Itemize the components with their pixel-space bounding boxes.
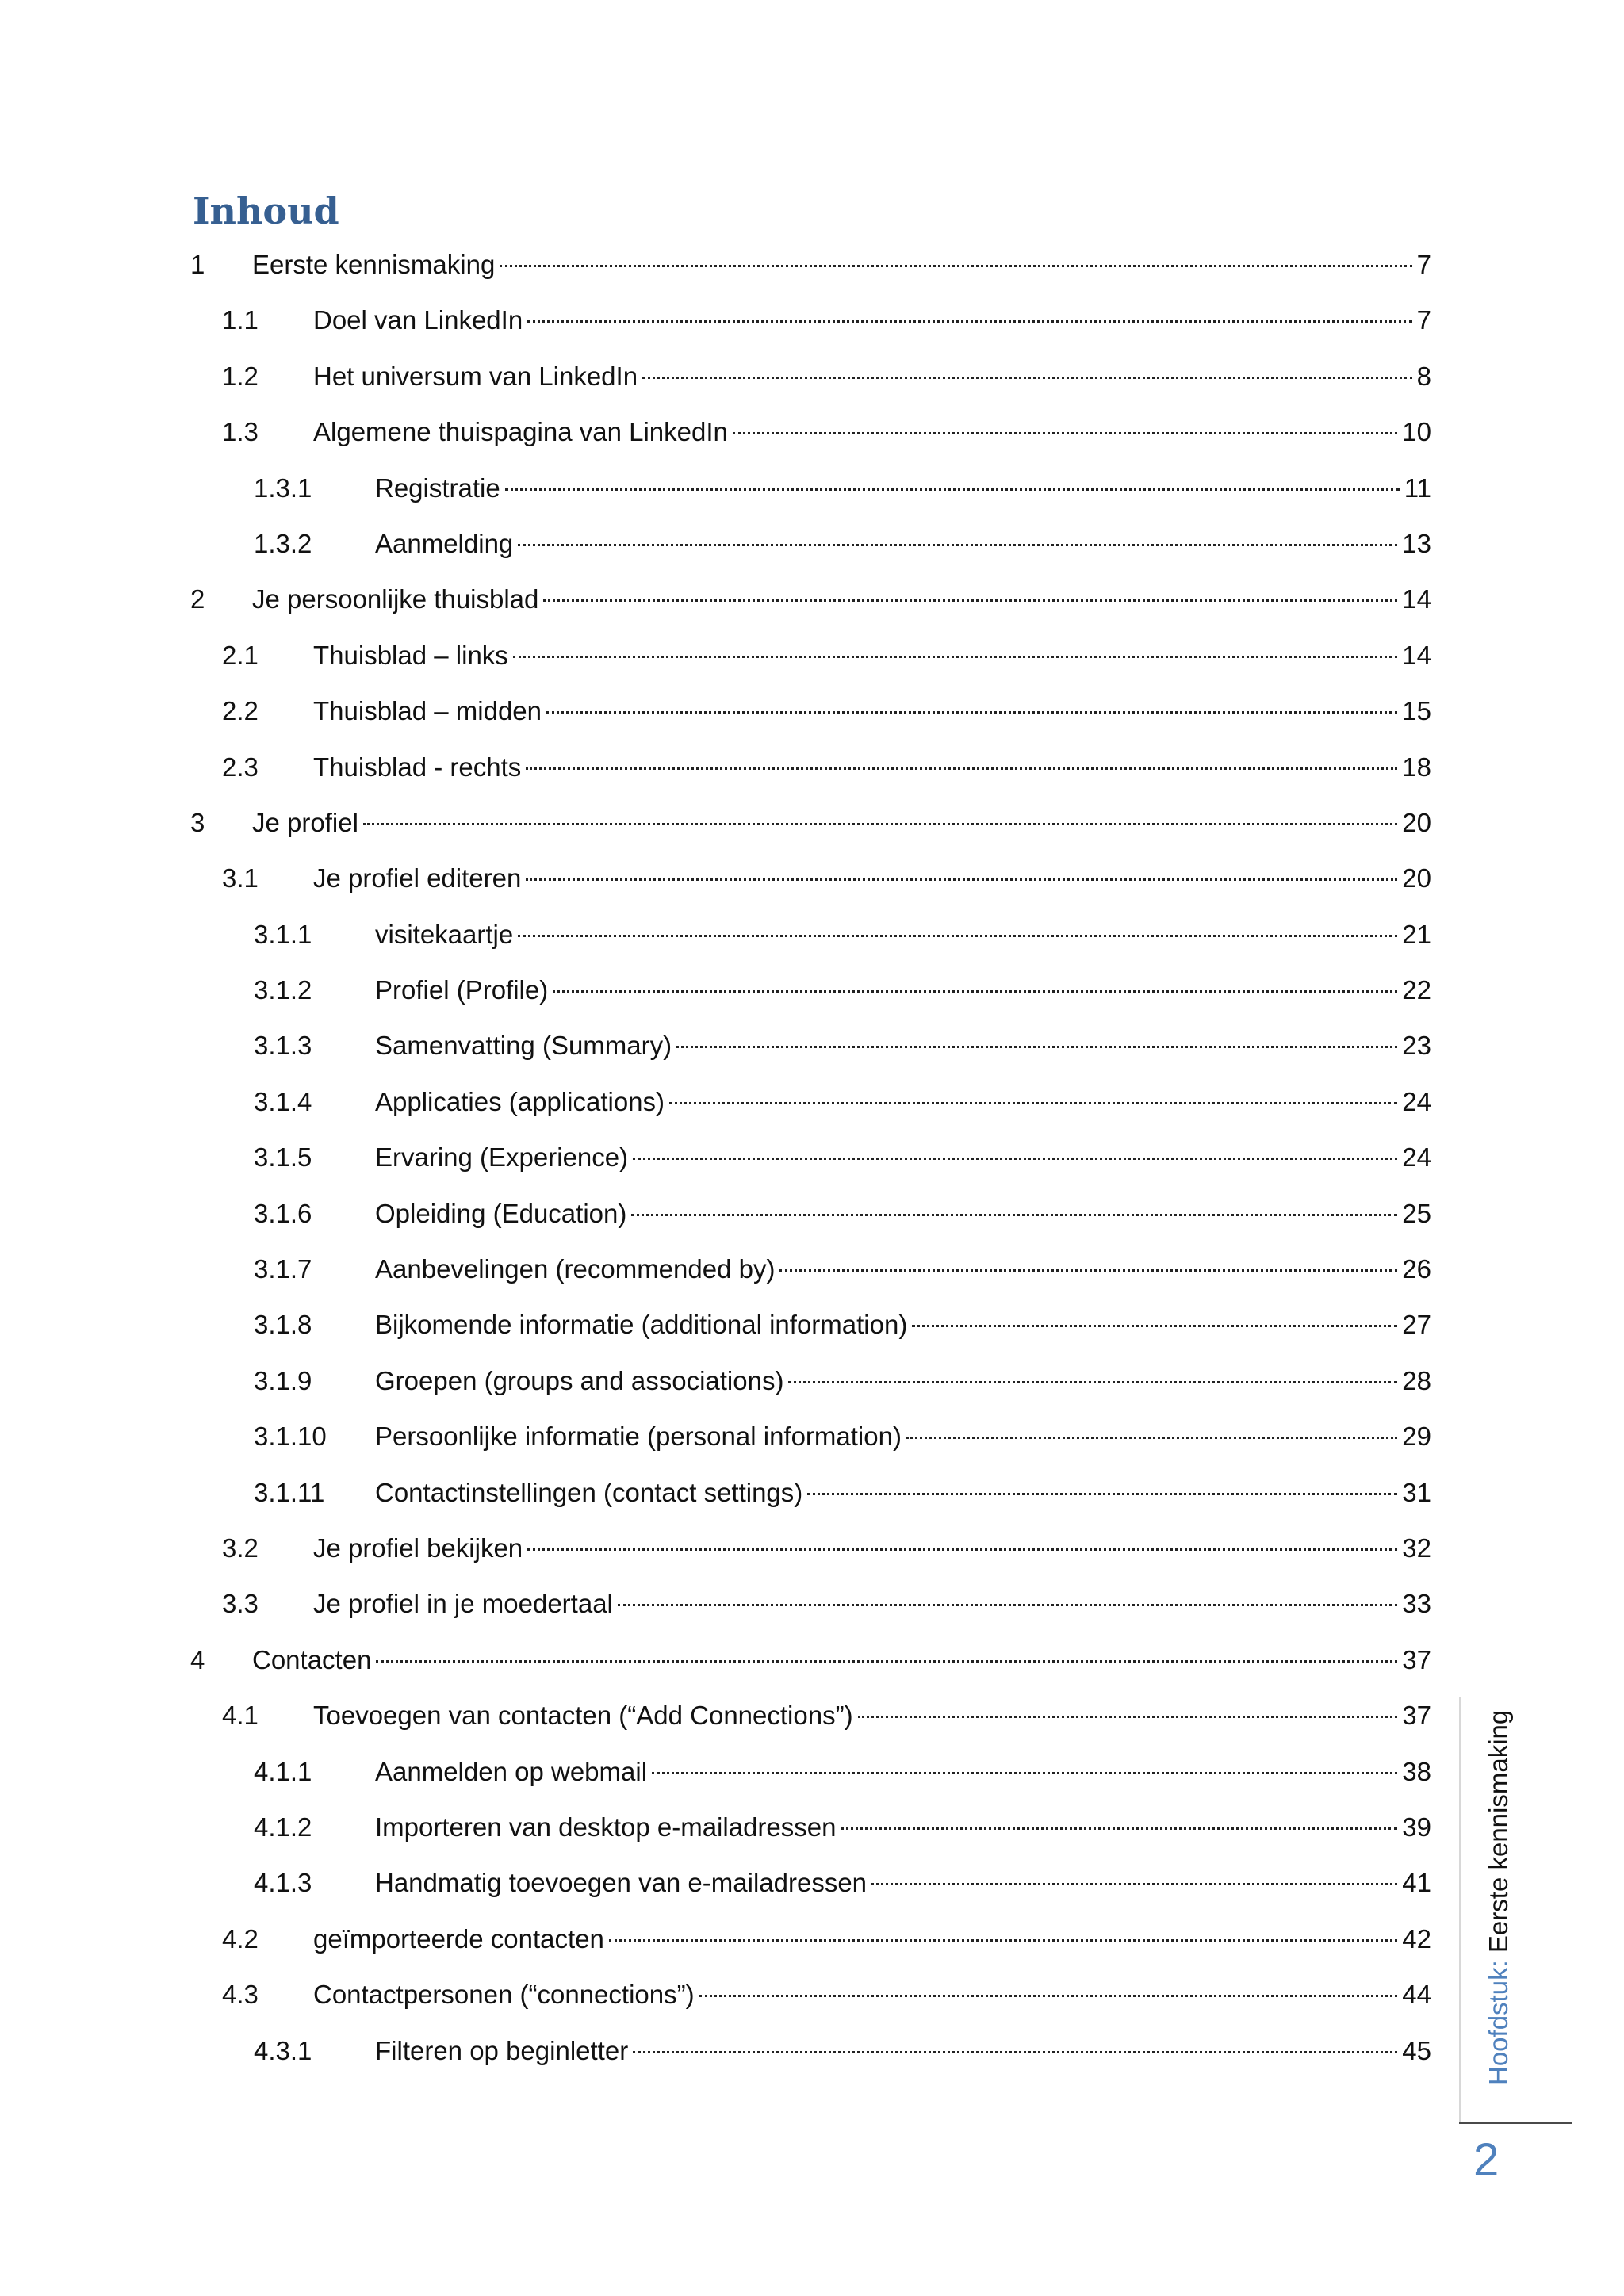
toc-entry-label: Importeren van desktop e-mailadressen <box>375 1812 837 1842</box>
toc-entry-number: 1.2 <box>222 361 259 391</box>
toc-entry-page: 25 <box>1402 1198 1431 1228</box>
toc-entry-number: 3.1.8 <box>254 1310 312 1340</box>
toc-entry[interactable] <box>190 854 1431 909</box>
toc-entry-number: 4.3.1 <box>254 2035 312 2065</box>
toc-entry-number: 2.3 <box>222 752 259 782</box>
toc-entry-label: Je profiel bekijken <box>313 1533 523 1563</box>
toc-entry-page: 21 <box>1402 919 1431 949</box>
toc-dot-leader <box>788 1380 1397 1383</box>
toc-entry[interactable] <box>190 519 1431 575</box>
toc-dot-leader <box>633 2050 1397 2053</box>
toc-entry[interactable] <box>190 1970 1431 2026</box>
toc-dot-leader <box>546 710 1397 714</box>
toc-dot-leader <box>500 264 1411 267</box>
toc-entry-page: 22 <box>1402 975 1431 1005</box>
toc-entry-page: 31 <box>1402 1477 1431 1507</box>
running-header-chapter: Eerste kennismaking <box>1484 1709 1513 1954</box>
toc-entry-page: 42 <box>1402 1923 1431 1954</box>
toc-entry-page: 7 <box>1416 250 1431 279</box>
toc-entry-label: Bijkomende informatie (additional information) <box>375 1310 908 1340</box>
toc-entry-label: Thuisblad – midden <box>313 696 542 726</box>
toc-dot-leader <box>631 1213 1397 1216</box>
toc-entry-number: 3.1.10 <box>254 1422 327 1452</box>
toc-entry-label: Je persoonlijke thuisblad <box>252 584 539 614</box>
toc-entry[interactable] <box>190 966 1431 1021</box>
toc-dot-leader <box>518 543 1397 546</box>
toc-entry-label: Doel van LinkedIn <box>313 305 523 335</box>
table-of-contents <box>190 240 1431 2082</box>
toc-entry-number: 3.1.11 <box>254 1477 325 1507</box>
toc-entry[interactable] <box>190 408 1431 463</box>
toc-entry[interactable] <box>190 1189 1431 1245</box>
toc-entry-label: Opleiding (Education) <box>375 1198 627 1228</box>
toc-dot-leader <box>376 1659 1397 1663</box>
toc-entry[interactable] <box>190 352 1431 408</box>
toc-entry-page: 24 <box>1402 1086 1431 1116</box>
toc-dot-leader <box>609 1938 1397 1942</box>
toc-entry-label: Toevoegen van contacten (“Add Connections”) <box>313 1701 853 1731</box>
toc-entry[interactable] <box>190 631 1431 687</box>
toc-dot-leader <box>526 878 1397 881</box>
toc-entry[interactable] <box>190 1579 1431 1635</box>
toc-entry-label: geïmporteerde contacten <box>313 1923 604 1954</box>
toc-entry-page: 14 <box>1402 640 1431 670</box>
toc-entry[interactable] <box>190 798 1431 854</box>
toc-entry[interactable] <box>190 1691 1431 1747</box>
toc-dot-leader <box>633 1157 1397 1160</box>
toc-dot-leader <box>906 1436 1397 1439</box>
toc-entry-number: 3.1.3 <box>254 1031 312 1061</box>
toc-entry-label: Algemene thuispagina van LinkedIn <box>313 417 728 447</box>
toc-entry-number: 3.1.6 <box>254 1198 312 1228</box>
toc-dot-leader <box>669 1101 1397 1104</box>
toc-entry-page: 20 <box>1402 863 1431 894</box>
toc-entry-number: 3.1.7 <box>254 1254 312 1284</box>
toc-entry-number: 4.1.3 <box>254 1868 312 1898</box>
toc-entry-label: Eerste kennismaking <box>252 250 496 279</box>
toc-entry[interactable] <box>190 1747 1431 1803</box>
toc-entry[interactable] <box>190 1636 1431 1691</box>
toc-entry-number: 3 <box>190 807 205 837</box>
toc-entry-label: Ervaring (Experience) <box>375 1142 629 1173</box>
toc-entry-number: 1.3 <box>222 417 259 447</box>
toc-entry-number: 1.3.2 <box>254 528 312 558</box>
toc-dot-leader <box>858 1715 1398 1718</box>
toc-dot-leader <box>543 599 1397 602</box>
toc-entry[interactable] <box>190 464 1431 519</box>
toc-entry-page: 26 <box>1402 1254 1431 1284</box>
toc-entry-page: 32 <box>1402 1533 1431 1563</box>
toc-entry-label: Contactpersonen (“connections”) <box>313 1980 695 2010</box>
toc-entry-label: Je profiel <box>252 807 358 837</box>
toc-entry-label: Contactinstellingen (contact settings) <box>375 1477 803 1507</box>
running-header-prefix: Hoofdstuk: <box>1484 1960 1513 2085</box>
toc-entry-label: Applicaties (applications) <box>375 1086 665 1116</box>
toc-dot-leader <box>642 376 1412 379</box>
toc-entry-page: 41 <box>1402 1868 1431 1898</box>
toc-entry-number: 4.1.1 <box>254 1756 312 1786</box>
toc-entry-page: 11 <box>1404 473 1431 503</box>
toc-entry-page: 18 <box>1402 752 1431 782</box>
toc-entry-label: Aanmelden op webmail <box>375 1756 648 1786</box>
sidebar-divider <box>1459 1697 1461 2123</box>
toc-entry-number: 4 <box>190 1644 205 1674</box>
toc-entry[interactable] <box>190 1077 1431 1133</box>
toc-dot-leader <box>699 1994 1398 1997</box>
toc-dot-leader <box>652 1771 1397 1774</box>
toc-dot-leader <box>841 1827 1397 1830</box>
toc-dot-leader <box>527 1548 1397 1551</box>
toc-entry-number: 3.1.5 <box>254 1142 312 1173</box>
toc-entry-page: 39 <box>1402 1812 1431 1842</box>
toc-entry-number: 1.3.1 <box>254 473 312 503</box>
running-header <box>1477 1709 1513 2117</box>
toc-entry-page: 14 <box>1402 584 1431 614</box>
toc-entry-number: 3.1.2 <box>254 975 312 1005</box>
toc-entry[interactable] <box>190 687 1431 742</box>
toc-entry[interactable] <box>190 1524 1431 1579</box>
toc-dot-leader <box>526 767 1397 770</box>
toc-dot-leader <box>518 934 1397 937</box>
toc-entry[interactable] <box>190 1412 1431 1468</box>
toc-entry[interactable] <box>190 910 1431 966</box>
toc-entry-label: Persoonlijke informatie (personal information) <box>375 1422 902 1452</box>
toc-entry-page: 45 <box>1402 2035 1431 2065</box>
toc-entry-page: 8 <box>1416 361 1431 391</box>
toc-entry[interactable] <box>190 240 1431 296</box>
toc-entry-label: Aanbevelingen (recommended by) <box>375 1254 776 1284</box>
toc-entry-number: 3.1.1 <box>254 919 312 949</box>
toc-entry[interactable] <box>190 1858 1431 1914</box>
toc-entry-number: 4.1.2 <box>254 1812 312 1842</box>
toc-entry-number: 3.1.9 <box>254 1365 312 1395</box>
toc-dot-leader <box>871 1882 1397 1885</box>
toc-entry-page: 10 <box>1402 417 1431 447</box>
toc-entry[interactable] <box>190 1300 1431 1356</box>
toc-dot-leader <box>363 822 1397 825</box>
toc-entry-page: 15 <box>1402 696 1431 726</box>
toc-entry-number: 1 <box>190 250 205 279</box>
toc-entry-page: 38 <box>1402 1756 1431 1786</box>
toc-entry-page: 29 <box>1402 1422 1431 1452</box>
toc-entry-number: 3.3 <box>222 1589 259 1619</box>
toc-entry-label: Handmatig toevoegen van e-mailadressen <box>375 1868 868 1898</box>
toc-entry-label: Registratie <box>375 473 500 503</box>
toc-entry-number: 4.2 <box>222 1923 259 1954</box>
toc-entry[interactable] <box>190 1245 1431 1300</box>
toc-entry-page: 37 <box>1402 1644 1431 1674</box>
toc-entry-label: Groepen (groups and associations) <box>375 1365 784 1395</box>
toc-entry-number: 4.3 <box>222 1980 259 2010</box>
toc-entry-page: 24 <box>1402 1142 1431 1173</box>
page-number-rule <box>1459 2122 1572 2124</box>
toc-entry-page: 28 <box>1402 1365 1431 1395</box>
toc-title: Inhoud <box>193 189 339 232</box>
toc-entry-label: Het universum van LinkedIn <box>313 361 638 391</box>
toc-entry-number: 2.2 <box>222 696 259 726</box>
toc-dot-leader <box>733 431 1397 434</box>
toc-entry-number: 4.1 <box>222 1701 259 1731</box>
page-number: 2 <box>1473 2134 1500 2186</box>
toc-dot-leader <box>513 655 1397 658</box>
toc-entry-page: 27 <box>1402 1310 1431 1340</box>
toc-entry[interactable] <box>190 1803 1431 1858</box>
toc-entry-label: Je profiel in je moedertaal <box>313 1589 613 1619</box>
toc-dot-leader <box>618 1603 1397 1606</box>
toc-entry[interactable] <box>190 296 1431 351</box>
toc-entry-label: Thuisblad – links <box>313 640 508 670</box>
toc-entry-page: 20 <box>1402 807 1431 837</box>
toc-entry[interactable] <box>190 1357 1431 1412</box>
toc-entry[interactable] <box>190 1133 1431 1188</box>
toc-entry-page: 23 <box>1402 1031 1431 1061</box>
toc-entry[interactable] <box>190 2026 1431 2082</box>
toc-dot-leader <box>527 320 1411 323</box>
toc-dot-leader <box>807 1492 1397 1495</box>
toc-dot-leader <box>553 989 1397 993</box>
toc-dot-leader <box>912 1324 1397 1327</box>
toc-entry-label: Contacten <box>252 1644 372 1674</box>
toc-entry-number: 3.1.4 <box>254 1086 312 1116</box>
toc-entry-label: Aanmelding <box>375 528 514 558</box>
toc-entry-label: Filteren op beginletter <box>375 2035 629 2065</box>
toc-entry-page: 44 <box>1402 1980 1431 2010</box>
toc-entry[interactable] <box>190 1468 1431 1524</box>
toc-entry-number: 2.1 <box>222 640 259 670</box>
toc-entry-number: 3.2 <box>222 1533 259 1563</box>
toc-entry-number: 1.1 <box>222 305 259 335</box>
toc-entry-page: 37 <box>1402 1701 1431 1731</box>
toc-entry-label: visitekaartje <box>375 919 514 949</box>
toc-entry[interactable] <box>190 575 1431 630</box>
toc-dot-leader <box>505 488 1400 491</box>
toc-entry[interactable] <box>190 1915 1431 1970</box>
toc-entry-label: Samenvatting (Summary) <box>375 1031 672 1061</box>
toc-entry-page: 13 <box>1402 528 1431 558</box>
toc-entry-number: 2 <box>190 584 205 614</box>
toc-entry-label: Profiel (Profile) <box>375 975 549 1005</box>
toc-entry-label: Thuisblad - rechts <box>313 752 522 782</box>
toc-entry-label: Je profiel editeren <box>313 863 522 894</box>
toc-entry-page: 33 <box>1402 1589 1431 1619</box>
toc-dot-leader <box>779 1269 1397 1272</box>
toc-entry[interactable] <box>190 1021 1431 1077</box>
toc-entry[interactable] <box>190 743 1431 798</box>
toc-dot-leader <box>676 1045 1397 1048</box>
toc-entry-page: 7 <box>1416 305 1431 335</box>
toc-entry-number: 3.1 <box>222 863 259 894</box>
